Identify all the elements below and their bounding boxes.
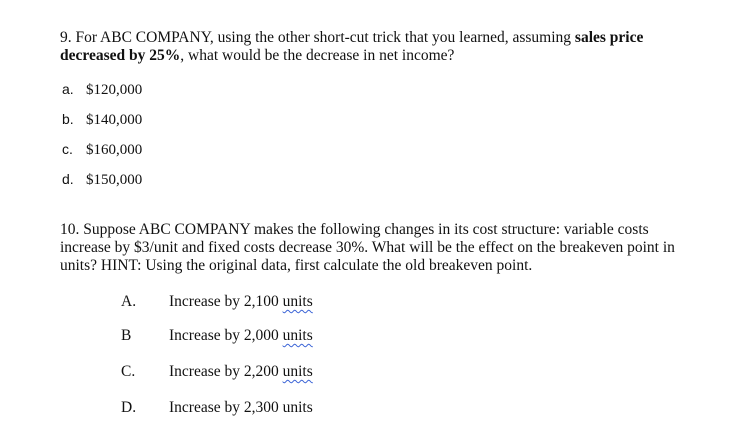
q10-option-letter: B xyxy=(121,327,132,344)
q10-option-text xyxy=(169,363,313,381)
question-9-text xyxy=(60,29,710,65)
q9-option-d[interactable] xyxy=(62,170,142,189)
q10-option-unit: units xyxy=(282,399,313,416)
q10-option-amount: Increase by 2,200 xyxy=(169,363,279,380)
q9-option-letter: c. xyxy=(62,141,73,157)
q9-option-value: $160,000 xyxy=(86,142,143,158)
q9-bold-decrease: decreased by 25% xyxy=(60,47,181,64)
q10-option-unit: units xyxy=(282,293,313,310)
q10-option-a[interactable] xyxy=(0,293,743,311)
q10-option-b[interactable] xyxy=(0,327,743,345)
q9-option-letter: a. xyxy=(62,81,74,97)
q9-bold-sales-price: sales price xyxy=(574,29,644,46)
q9-option-c[interactable] xyxy=(62,140,142,159)
q10-option-amount: Increase by 2,000 xyxy=(169,327,279,344)
q9-option-letter: d. xyxy=(62,171,74,187)
q9-option-b[interactable] xyxy=(62,110,142,129)
q10-option-letter: A. xyxy=(121,293,137,310)
q9-option-letter: b. xyxy=(62,111,74,127)
q10-option-c[interactable] xyxy=(0,363,743,381)
q9-option-value: $120,000 xyxy=(86,82,143,98)
q9-text-end: , what would be the decrease in net income? xyxy=(180,47,455,64)
q9-option-a[interactable] xyxy=(62,80,142,99)
q10-option-amount: Increase by 2,300 xyxy=(169,399,279,416)
q9-option-value: $140,000 xyxy=(86,112,143,128)
q10-option-text xyxy=(169,293,313,311)
q10-option-letter: D. xyxy=(121,399,137,416)
q10-option-unit: units xyxy=(282,327,313,344)
q10-option-amount: Increase by 2,100 xyxy=(169,293,279,310)
q10-option-unit: units xyxy=(282,363,313,380)
q9-option-value: $150,000 xyxy=(86,172,143,188)
q10-option-text xyxy=(169,327,313,345)
question-10-text: 10. Suppose ABC COMPANY makes the following changes in its cost structure: variable costs increase by $3/unit and fixed costs decrease 30%. What will be the effect on the breakeven point in units? HINT: Using the original data, first calculate the old breakeven point. xyxy=(60,221,675,274)
q9-text-start: 9. For ABC COMPANY, using the other short-cut trick that you learned, assuming xyxy=(60,29,575,46)
q10-option-text xyxy=(169,399,313,417)
q10-option-d[interactable] xyxy=(0,399,743,417)
q10-option-letter: C. xyxy=(121,363,136,380)
